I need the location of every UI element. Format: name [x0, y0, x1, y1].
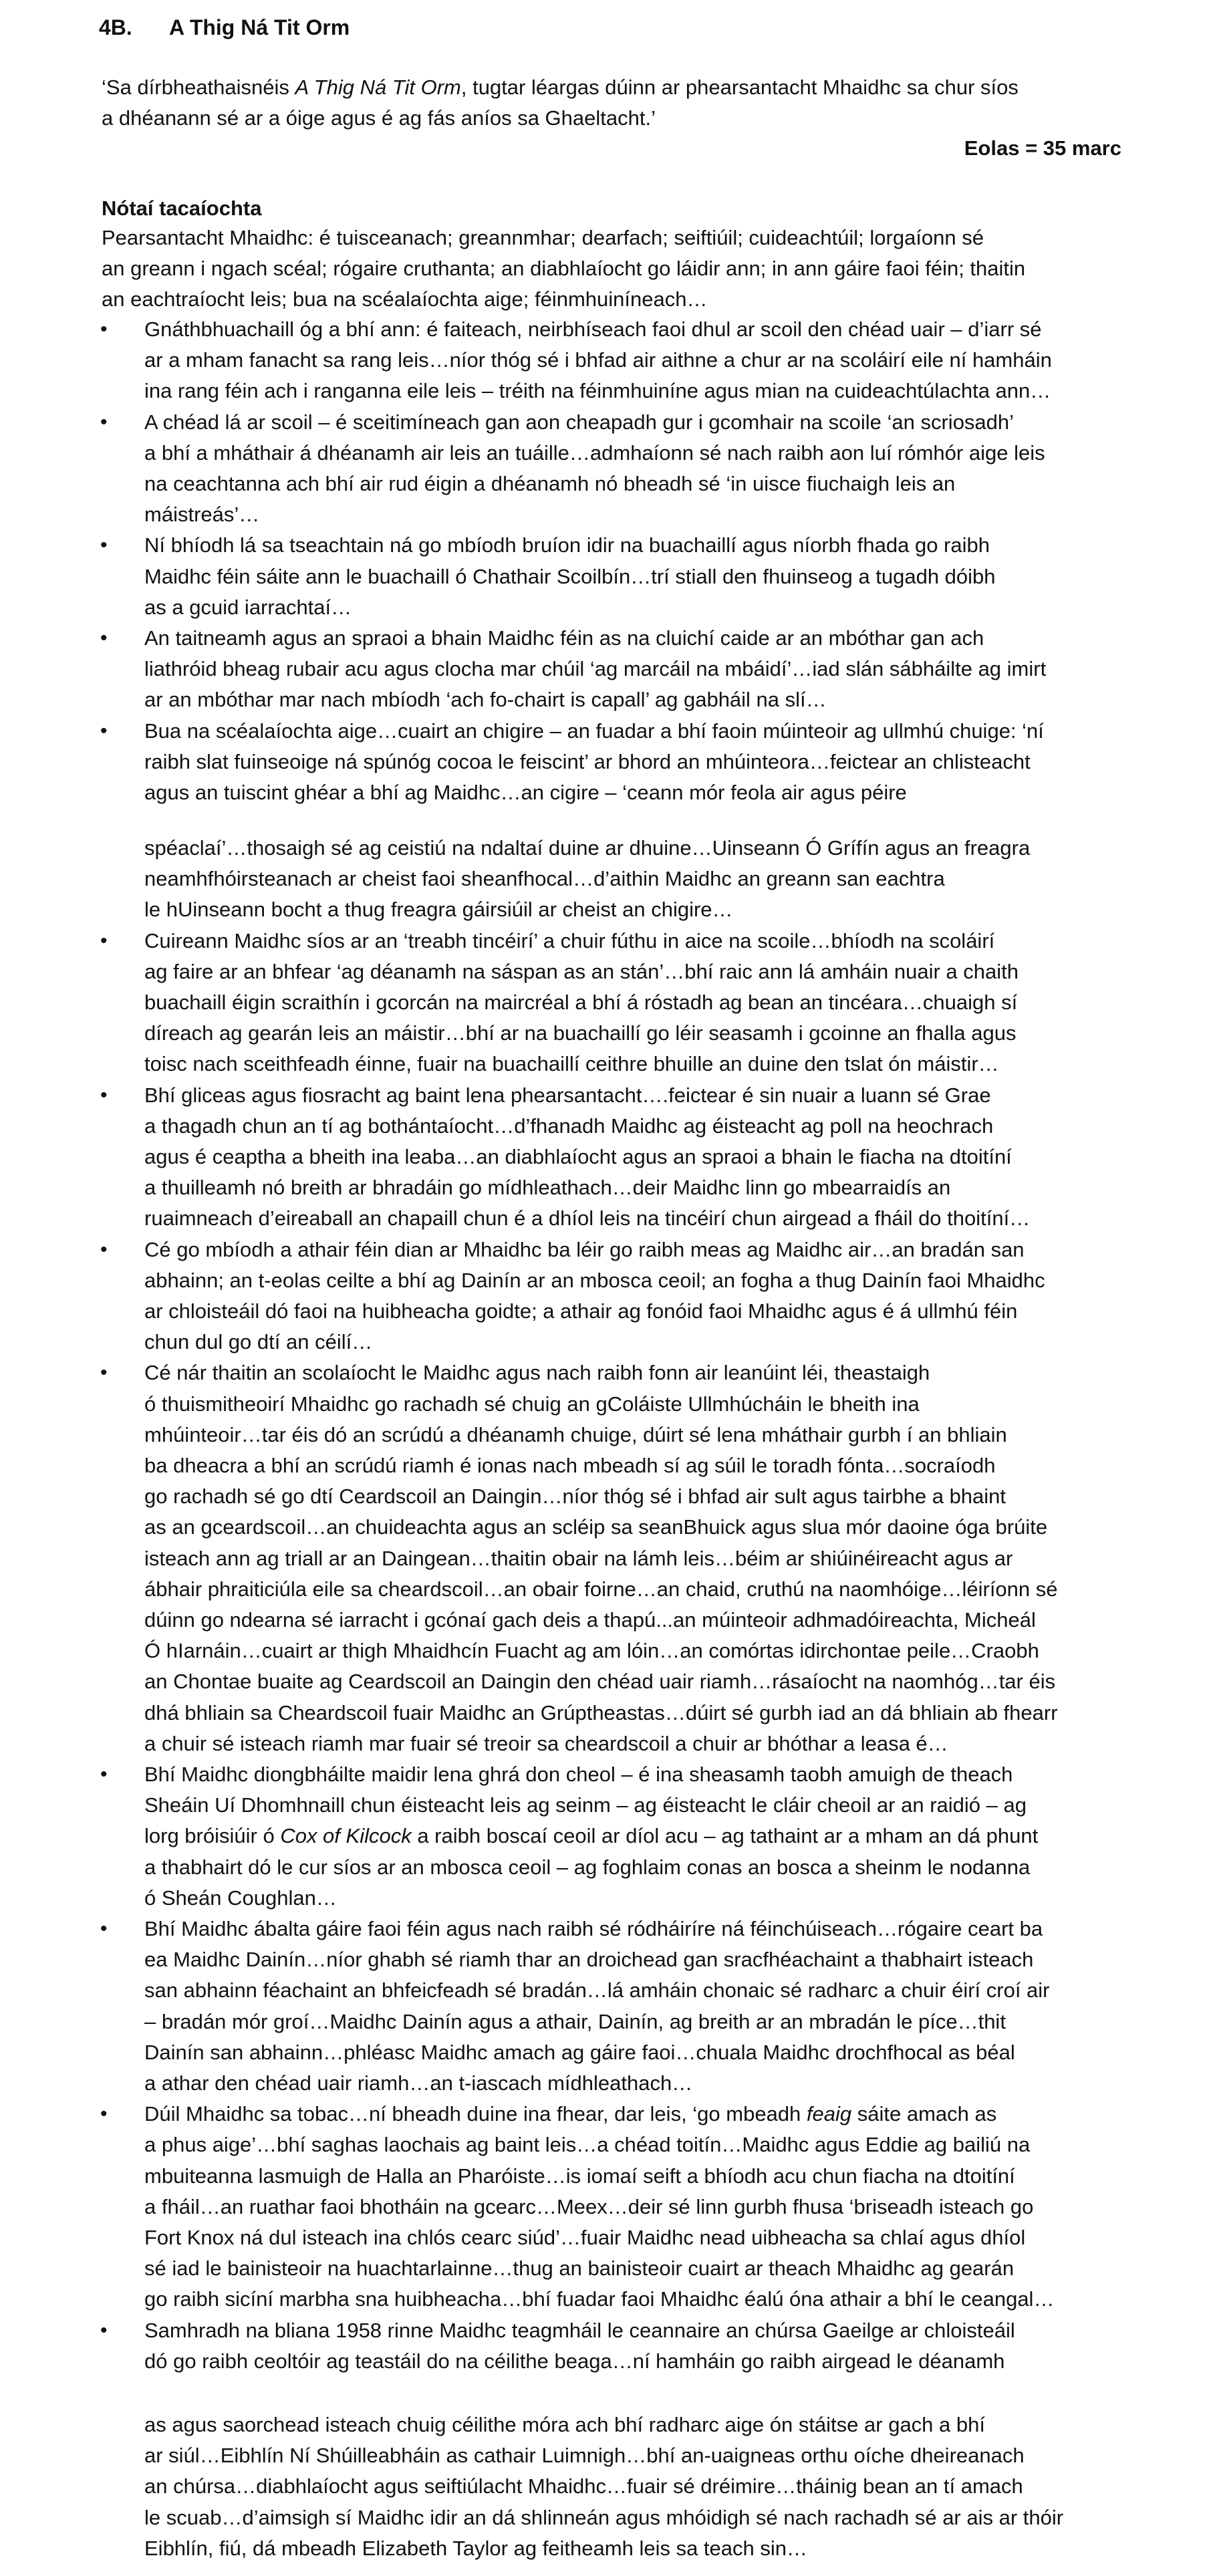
bullet-marker: •: [100, 2103, 108, 2126]
bullet-marker: •: [100, 929, 108, 952]
bullet-3-line: Maidhc féin sáite ann le buachaill ó Chathair Scoilbín…trí stiall den fhuinseog a tugadh dóibh: [144, 564, 996, 588]
bullet-b3-line: abhainn; an t-eolas ceilte a bhí ag Dainín ar an mbosca ceoil; an fogha a thug Dainín faoi Mhaidhc: [144, 1268, 1045, 1292]
bullet-3-line: as a gcuid iarrachtaí…: [144, 595, 352, 619]
continuation-line: spéaclaí’…thosaigh sé ag ceistiú na ndaltaí duine ar dhuine…Uinseann Ó Grífín agus an freagra: [144, 836, 1031, 860]
section-title: A Thig Ná Tit Orm: [169, 15, 350, 39]
bullet-5-line: Bua na scéalaíochta aige…cuairt an chigire – an fuadar a bhí faoin múinteoir ag ullmhú chuige: ‘ní: [144, 719, 1044, 743]
notes-title: Nótaí tacaíochta: [102, 197, 262, 220]
bullet-b2-line: Bhí gliceas agus fiosracht ag baint lena phearsantacht….feictear é sin nuair a luann sé Grae: [144, 1083, 991, 1107]
final-line: ar siúl…Eibhlín Ní Shúilleabháin as cathair Luimnigh…bhí an-uaigneas orthu oíche dheireanach: [144, 2444, 1025, 2468]
music-bullet-line: Sheáin Uí Dhomhnaill chun éisteacht leis ag seinm – ag éisteacht le cláir cheoil ar an raidió – ag: [144, 1793, 1027, 1817]
bullet-b1-line: díreach ag gearán leis an máistir…bhí ar na buachaillí go léir seasamh i gcoinne an fhalla agus: [144, 1021, 1017, 1045]
bullet-b1-line: toisc nach sceithfeadh éinne, fuair na buachaillí ceithre bhuille an duine den tslat ón máistir…: [144, 1052, 999, 1076]
bullet-b1-line: ag faire ar an bhfear ‘ag déanamh na sáspan as an stán’…bhí raic ann lá amháin nuair a chaith: [144, 959, 1019, 983]
bullet-2-line: máistreás’…: [144, 503, 260, 527]
final-line: Eibhlín, fiú, dá mbeadh Elizabeth Taylor ag feitheamh leis sa teach sin…: [144, 2536, 807, 2560]
section-number: 4B.: [99, 15, 132, 39]
continuation-line: neamhfhóirsteanach ar cheist faoi sheanfhocal…d’aithin Maidhc an greann san eachtra: [144, 867, 945, 891]
bullet-1-line: ar a mham fanacht sa rang leis…níor thóg sé i bhfad air aithne a chur ar na scoláirí eile ní hamháin: [144, 348, 1052, 372]
bullet-b3-line: chun dul go dtí an céilí…: [144, 1330, 373, 1354]
bullet-b4-line: ábhair phraiticiúla eile sa cheardscoil…an obair foirne…an chaid, cruthú na naomhóige…léiríonn sé: [144, 1577, 1058, 1601]
continuation-line: le hUinseann bocht a thug freagra gáirsiúil ar cheist an chigire…: [144, 898, 733, 922]
bullet-marker: •: [100, 719, 108, 742]
bullet-marker: •: [100, 318, 108, 340]
bullet-marker: •: [100, 1238, 108, 1261]
bullet-4-line: An taitneamh agus an spraoi a bhain Maidhc féin as na cluichí caide ar an mbóthar gan ach: [144, 626, 984, 650]
bullet-5-line: raibh slat fuinseoige ná spúnóg cocoa le feiscint’ ar bhord an mhúinteora…feictear an chlisteacht: [144, 749, 1031, 773]
bullet-2-line: A chéad lá ar scoil – é sceitimíneach gan aon cheapadh gur i gcomhair na scoile ‘an scriosadh’: [144, 410, 1015, 434]
bullet-1-line: Gnáthbhuachaill óg a bhí ann: é faiteach, neirbhíseach faoi dhul ar scoil den chéad uair – d’iarr sé: [144, 317, 1042, 341]
tobacco-bullet-line: a fháil…an ruathar faoi bhotháin na gcearc…Meex…deir sé linn gurbh fhusa ‘briseadh isteach go: [144, 2194, 1034, 2218]
bullet-marker: •: [100, 1362, 108, 1384]
bullet-marker: •: [100, 1763, 108, 1785]
tobacco-bullet-line: go raibh sicíní marbha sna huibheacha…bhí fuadar faoi Mhaidhc éalú óna athair a bhí le ceangal…: [144, 2287, 1055, 2311]
bullet-4-line: liathróid bheag rubair acu agus clocha mar chúil ‘ag marcáil na mbáidí’…iad slán sábháilte ag imirt: [144, 657, 1047, 681]
bullet-b4-line: ba dheacra a bhí an scrúdú riamh é ionas nach mbeadh sí ag súil le toradh fónta…socraíodh: [144, 1454, 996, 1477]
bullet-b2-line: ruaimneach d’eireaball an chapaill chun é a dhíol leis na tincéirí chun airgead a fháil do thoitíní…: [144, 1206, 1031, 1231]
tobacco-bullet-line: Dúil Mhaidhc sa tobac…ní bheadh duine ina fhear, dar leis, ‘go mbeadh feaig sáite amach as: [144, 2102, 997, 2126]
bullet-5-line: agus an tuiscint ghéar a bhí ag Maidhc…an cigire – ‘ceann mór feola air agus péire: [144, 781, 907, 804]
intro-line: a dhéanann sé ar a óige agus é ag fás aníos sa Ghaeltacht.’: [102, 106, 656, 130]
bullet-b4-line: Ó hIarnáin…cuairt ar thigh Mhaidhcín Fuacht ag am lóin…an comórtas idirchontae peile…Craobh: [144, 1639, 1039, 1663]
section-heading: [99, 12, 350, 43]
tobacco-bullet-line: a phus aige’…bhí saghas laochais ag baint leis…a chéad toitín…Maidhc agus Eddie ag bailiú na: [144, 2133, 1031, 2157]
final-line: le scuab…d’aimsigh sí Maidhc idir an dá shlinneán agus mhóidigh sé nach rachadh sé ar ais ar thóir: [144, 2505, 1064, 2529]
bullet-b4-line: isteach ann ag triall ar an Daingean…thaitin obair na lámh leis…béim ar shiúinéireacht agus ar: [144, 1546, 1013, 1570]
summer-bullet-line: dó go raibh ceoltóir ag teastáil do na céilithe beaga…ní hamháin go raibh airgead le déanamh: [144, 2349, 1005, 2373]
bullet-b4-line: dúinn go ndearna sé iarracht i gcónaí gach deis a thapú...an múinteoir adhmadóireachta, Micheál: [144, 1608, 1036, 1632]
bullet-marker: •: [100, 534, 108, 557]
bullet-2-line: a bhí a mháthair á dhéanamh air leis an tuáille…admhaíonn sé nach raibh aon luí rómhór aige leis: [144, 440, 1045, 465]
bullet-b3-line: Cé go mbíodh a athair féin dian ar Mhaidhc ba léir go raibh meas ag Maidhc air…an bradán san: [144, 1237, 1025, 1261]
summary-line: Pearsantacht Mhaidhc: é tuisceanach; greannmhar; dearfach; seiftiúil; cuideachtúil; lorgaíonn sé: [102, 226, 984, 249]
bullet-b2-line: a thuilleamh nó breith ar bhradáin go mídhleathach…deir Maidhc linn go mbearraidís an: [144, 1176, 951, 1200]
bullet-marker: •: [100, 627, 108, 649]
laugh-bullet-line: san abhainn féachaint an bhfeicfeadh sé bradán…lá amháin chonaic sé radharc a chuir éirí croí air: [144, 1978, 1050, 2003]
laugh-bullet-line: ea Maidhc Dainín…níor ghabh sé riamh thar an droichead gan sracfhéachaint a thabhairt isteach: [144, 1948, 1034, 1972]
laugh-bullet-line: a athar den chéad uair riamh…an t-iascach mídhleathach…: [144, 2071, 693, 2095]
laugh-bullet-line: – bradán mór groí…Maidhc Dainín agus a athair, Dainín, ag breith ar an mbradán le píce…thit: [144, 2009, 1006, 2033]
tobacco-bullet-line: mbuiteanna lasmuigh de Halla an Pharóiste…is iomaí seift a bhíodh acu chun fiacha na dtoitíní: [144, 2164, 1015, 2188]
bullet-4-line: ar an mbóthar mar nach mbíodh ‘ach fo-chairt is capall’ ag gabháil na slí…: [144, 688, 827, 712]
bullet-b4-line: mhúinteoir…tar éis dó an scrúdú a dhéanamh chuige, dúirt sé lena mháthair gurbh í an bhliain: [144, 1422, 1007, 1446]
bullet-marker: •: [100, 1918, 108, 1940]
bullet-3-line: Ní bhíodh lá sa tseachtain ná go mbíodh bruíon idir na buachaillí agus níorbh fhada go raibh: [144, 533, 990, 557]
tobacco-bullet-line: Fort Knox ná dul isteach ina chlós cearc siúd’…fuair Maidhc nead uibheacha sa chlaí agus dhíol: [144, 2226, 1026, 2249]
bullet-1-line: ina rang féin ach i ranganna eile leis – tréith na féinmhuiníne agus mian na cuideachtúlachta ann…: [144, 379, 1051, 403]
bullet-b4-line: ó thuismitheoirí Mhaidhc go rachadh sé chuig an gColáiste Ullmhúcháin le bheith ina: [144, 1392, 920, 1416]
bullet-b4-line: go rachadh sé go dtí Ceardscoil an Daingin…níor thóg sé i bhfad air sult agus tairbhe a bhaint: [144, 1485, 1006, 1509]
bullet-b4-line: a chuir sé isteach riamh mar fuair sé treoir sa cheardscoil a chuir ar bhóthar a leasa é…: [144, 1731, 948, 1755]
final-line: as agus saorchead isteach chuig céilithe móra ach bhí radharc aige ón stáitse ar gach a bhí: [144, 2413, 985, 2436]
bullet-b4-line: dhá bhliain sa Cheardscoil fuair Maidhc an Grúptheastas…dúirt sé gurbh iad an dá bhliain ab fhearr: [144, 1700, 1058, 1724]
laugh-bullet-line: Dainín san abhainn…phléasc Maidhc amach ag gáire faoi…chuala Maidhc drochfhocal as béal: [144, 2040, 1015, 2064]
bullet-b4-line: as an gceardscoil…an chuideachta agus an scléip sa seanBhuick agus slua mór daoine óga brúite: [144, 1515, 1048, 1539]
bullet-b2-line: a thagadh chun an tí ag bothántaíocht…d’fhanadh Maidhc ag éisteacht ag poll na heochrach: [144, 1114, 994, 1138]
music-bullet-line: ó Sheán Coughlan…: [144, 1886, 337, 1910]
bullet-marker: •: [100, 410, 108, 433]
music-bullet-line: Bhí Maidhc diongbháilte maidir lena ghrá don cheol – é ina sheasamh taobh amuigh de theach: [144, 1763, 1013, 1786]
bullet-b4-line: an Chontae buaite ag Ceardscoil an Daingin den chéad uair riamh…rásaíocht na naomhóg…tar éis: [144, 1670, 1056, 1694]
final-line: an chúrsa…diabhlaíocht agus seiftiúlacht Mhaidhc…fuair sé dréimire…tháinig bean an tí amach: [144, 2474, 1023, 2498]
bullet-b1-line: buachaill éigin scraithín i gcorcán na maircréal a bhí á róstadh ag bean an tincéara…chuaigh sí: [144, 991, 1018, 1014]
bullet-b2-line: agus é ceaptha a bheith ina leaba…an diabhlaíocht agus an spraoi a bhain le fiacha na dtoitíní: [144, 1145, 1012, 1168]
bullet-2-line: na ceachtanna ach bhí air rud éigin a dhéanamh nó bheadh sé ‘in uisce fiuchaigh leis an: [144, 472, 956, 495]
bullet-marker: •: [100, 2319, 108, 2341]
bullet-b4-line: Cé nár thaitin an scolaíocht le Maidhc agus nach raibh fonn air leanúint léi, theastaigh: [144, 1361, 930, 1385]
laugh-bullet-line: Bhí Maidhc ábalta gáire faoi féin agus nach raibh sé ródháiríre ná féinchúiseach…rógaire ceart ba: [144, 1917, 1043, 1940]
marks-label: Eolas = 35 marc: [964, 136, 1121, 160]
summer-bullet-line: Samhradh na bliana 1958 rinne Maidhc teagmháil le ceannaire an chúrsa Gaeilge ar chloisteáil: [144, 2318, 1015, 2342]
bullet-b3-line: ar chloisteáil dó faoi na huibheacha goidte; a athair ag fonóid faoi Mhaidhc agus é á ullmhú féin: [144, 1299, 1018, 1323]
bullet-b1-line: Cuireann Maidhc síos ar an ‘treabh tincéirí’ a chuir fúthu in aice na scoile…bhíodh na scoláirí: [144, 928, 995, 952]
music-bullet-line: a thabhairt dó le cur síos ar an mbosca ceoil – ag foghlaim conas an bosca a sheinm le nodanna: [144, 1855, 1031, 1879]
intro-line: ‘Sa dírbheathaisnéis A Thig Ná Tit Orm, tugtar léargas dúinn ar phearsantacht Mhaidhc sa chur síos: [102, 76, 1019, 99]
summary-line: an eachtraíocht leis; bua na scéalaíochta aige; féinmhuiníneach…: [102, 287, 708, 311]
summary-line: an greann i ngach scéal; rógaire cruthanta; an diabhlaíocht go láidir ann; in ann gáire faoi féin; thaitin: [102, 257, 1026, 281]
bullet-marker: •: [100, 1083, 108, 1106]
tobacco-bullet-line: sé iad le bainisteoir na huachtarlainne…thug an bainisteoir cuairt ar theach Mhaidhc ag gearán: [144, 2257, 1015, 2281]
music-bullet-line: lorg bróisiúir ó Cox of Kilcock a raibh boscaí ceoil ar díol acu – ag tathaint ar a mham an dá phunt: [144, 1824, 1039, 1848]
